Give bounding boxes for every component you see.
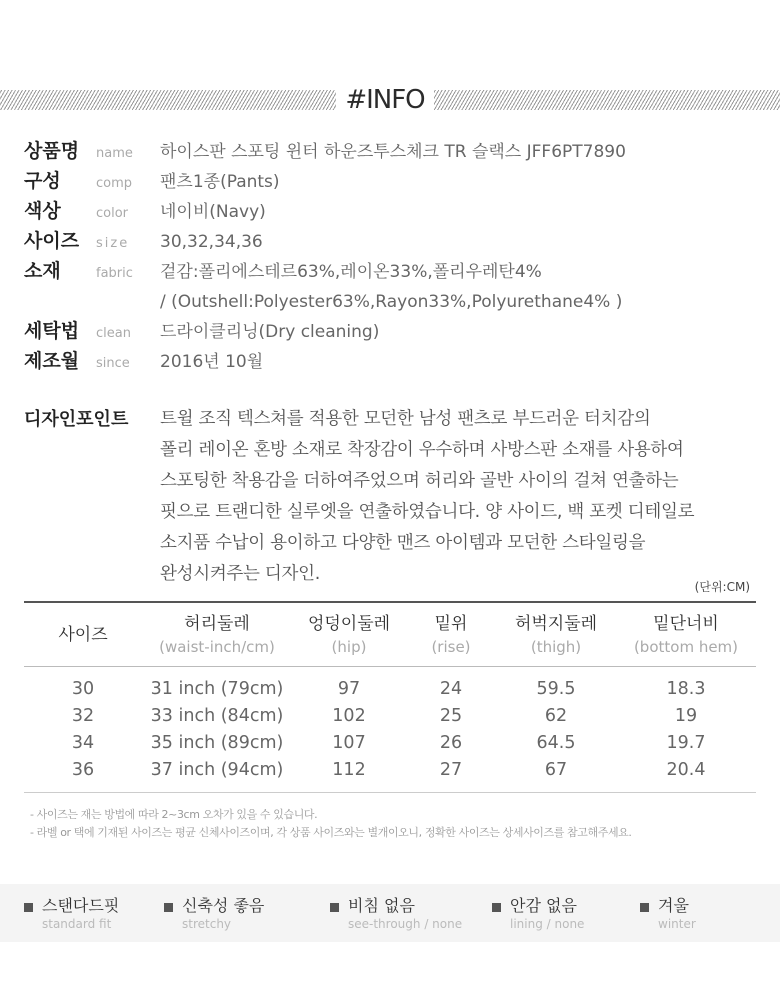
header-size: 사이즈 [58,625,108,645]
spec-value: 30,32,34,36 [160,232,263,252]
spec-row-name [24,136,764,166]
spec-row-color [24,196,764,226]
spec-en-label: clean [96,326,131,341]
feature-lining: 안감 없음 lining / none [492,895,640,942]
header-bottom-hem: 밑단너비 (bottom hem) [633,614,739,656]
info-title: #INFO [345,85,425,115]
unit-label: (단위:CM) [694,580,750,594]
spec-row-fabric [24,256,764,316]
feature-season: 겨울 winter [640,895,760,942]
square-bullet-icon [492,903,501,912]
header-waist: 허리둘레 (waist-inch/cm) [159,614,275,656]
spec-label: 상품명 [24,140,80,162]
header-hip: 엉덩이둘레 (hip) [307,614,391,656]
design-point [24,404,764,590]
square-bullet-icon [330,903,339,912]
spec-list [24,136,764,376]
spec-value: 겉감:폴리에스테르63%,레이온33%,폴리우레탄4% / (Outshell:Polyester63%,Rayon33%,Polyurethane4% ) [160,262,623,312]
spec-row-comp [24,166,764,196]
square-bullet-icon [24,903,33,912]
spec-value: 드라이클리닝(Dry cleaning) [160,322,380,342]
spec-en-label: color [96,206,129,221]
spec-value: 팬츠1종(Pants) [160,172,280,192]
spec-en-label: since [96,356,130,371]
spec-en-label: comp [96,176,133,191]
table-row: 30 31 inch (79cm) 97 24 59.5 18.3 [71,679,706,699]
header-hatch-left [0,90,336,110]
spec-label: 세탁법 [24,320,80,342]
size-notes [30,806,632,842]
spec-label: 제조월 [24,350,80,372]
feature-stretch: 신축성 좋음 stretchy [164,895,330,942]
design-point-text: 트윌 조직 텍스쳐를 적용한 모던한 남성 팬츠로 부드러운 터치감의 폴리 레이온 혼방 소재로 착장감이 우수하며 사방스판 소재를 사용하여 스포팅한 착용감을 더하여주었으며 허리와 골반 사이의 걸쳐 연출하는 핏으로 트랜디한 실루엣을 연출하였습니다. 양 사이드, 백 포켓 디테일로 소지품 수납이 용이하고 다양한 맨즈 아이템과 모던한 스타일링을 완성시켜주는 디자인. [160,409,695,584]
spec-label: 사이즈 [24,230,80,252]
header-hatch-right [434,90,780,110]
spec-en-label: fabric [96,266,133,281]
features-bar [0,884,780,942]
spec-value: 네이비(Navy) [160,202,266,222]
spec-label: 색상 [24,200,61,222]
spec-row-clean [24,316,764,346]
note-line: - 사이즈는 재는 방법에 따라 2~3cm 오차가 있을 수 있습니다. [30,808,318,821]
table-row: 36 37 inch (94cm) 112 27 67 20.4 [71,760,706,780]
table-row: 32 33 inch (84cm) 102 25 62 19 [71,706,698,726]
spec-label: 구성 [24,170,61,192]
spec-value: 2016년 10월 [160,352,264,372]
size-table-header [24,602,756,667]
header-rise: 밑위 (rise) [431,614,471,656]
feature-see-through: 비침 없음 see-through / none [330,895,492,942]
spec-row-size [24,226,764,256]
header-thigh: 허벅지둘레 (thigh) [514,614,598,656]
feature-fit: 스탠다드핏 standard fit [24,895,164,942]
square-bullet-icon [640,903,649,912]
spec-en-label: name [96,146,133,161]
spec-en-label: size [96,236,130,251]
note-line: - 라벨 or 택에 기재된 사이즈는 평균 신체사이즈이며, 각 상품 사이즈와는 별개이오니, 정확한 사이즈는 상세사이즈를 참고해주세요. [30,826,632,839]
table-row: 34 35 inch (89cm) 107 26 64.5 19.7 [71,733,706,753]
spec-row-since [24,346,764,376]
size-table [24,601,756,793]
design-point-label: 디자인포인트 [24,409,129,430]
spec-value: 하이스판 스포팅 윈터 하운즈투스체크 TR 슬랙스 JFF6PT7890 [160,142,626,162]
square-bullet-icon [164,903,173,912]
spec-label: 소재 [24,260,61,282]
